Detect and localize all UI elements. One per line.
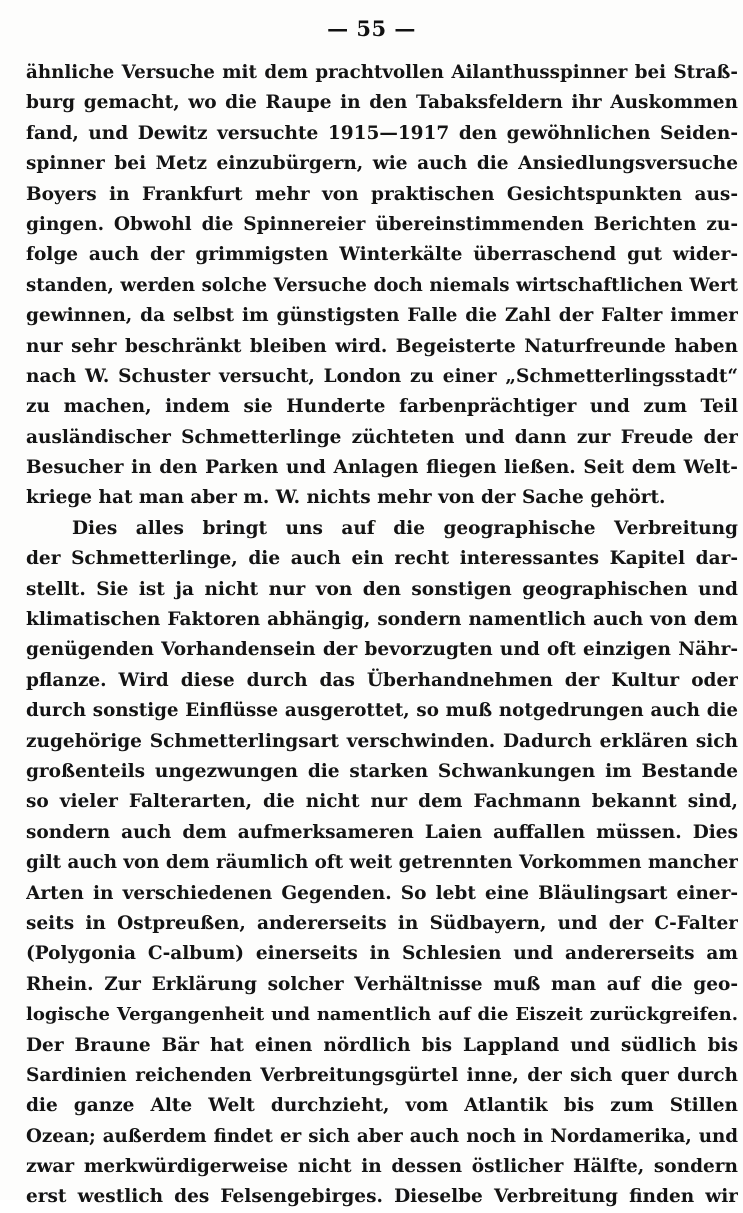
page-number: — 55 —: [327, 16, 416, 41]
text-line: Rhein. Zur Erklärung solcher Verhältnisse muß man auf die geo-: [26, 973, 738, 995]
text-line: durch sonstige Einflüsse ausgerottet, so muß notgedrungen auch die: [26, 700, 738, 722]
text-line: ausländischer Schmetterlinge züchteten und dann zur Freude der: [26, 426, 738, 448]
text-line: nur sehr beschränkt bleiben wird. Begeisterte Naturfreunde haben: [26, 335, 738, 357]
text-line: Der Braune Bär hat einen nördlich bis Lappland und südlich bis: [26, 1034, 738, 1056]
text-line: logische Vergangenheit und namentlich auf die Eiszeit zurückgreifen.: [26, 1004, 738, 1026]
text-line: seits in Ostpreußen, andererseits in Südbayern, und der C-Falter: [26, 912, 738, 934]
text-line: standen, werden solche Versuche doch niemals wirtschaftlichen Wert: [26, 274, 738, 296]
text-line: gewinnen, da selbst im günstigsten Falle die Zahl der Falter immer: [26, 305, 738, 327]
text-line: zugehörige Schmetterlingsart verschwinden. Dadurch erklären sich: [26, 730, 738, 752]
text-line: genügenden Vorhandensein der bevorzugten und oft einzigen Nähr-: [26, 639, 738, 661]
text-line: gilt auch von dem räumlich oft weit getrennten Vorkommen mancher: [26, 852, 738, 874]
text-line: der Schmetterlinge, die auch ein recht interessantes Kapitel dar-: [26, 548, 738, 570]
text-line: erst westlich des Felsengebirges. Dieselbe Verbreitung finden wir: [26, 1186, 738, 1208]
text-line: Arten in verschiedenen Gegenden. So lebt eine Bläulingsart einer-: [26, 882, 738, 904]
text-line: zu machen, indem sie Hunderte farbenprächtiger und zum Teil: [26, 396, 738, 418]
text-line: gingen. Obwohl die Spinnereier übereinstimmenden Berichten zu-: [26, 213, 738, 235]
paragraph: [26, 58, 738, 514]
text-line: burg gemacht, wo die Raupe in den Tabaksfeldern ihr Auskommen: [26, 92, 738, 114]
text-line: folge auch der grimmigsten Winterkälte überraschend gut wider-: [26, 244, 738, 266]
text-line: zwar merkwürdigerweise nicht in dessen östlicher Hälfte, sondern: [26, 1156, 738, 1178]
text-line: (Polygonia C-album) einerseits in Schlesien und andererseits am: [26, 943, 738, 965]
text-line: Dies alles bringt uns auf die geographische Verbreitung: [72, 517, 738, 539]
text-line: nach W. Schuster versucht, London zu einer „Schmetterlingsstadt“: [26, 365, 738, 387]
paragraph: [26, 514, 738, 1213]
body-text: [26, 58, 738, 1213]
text-line: stellt. Sie ist ja nicht nur von den sonstigen geographischen und: [26, 578, 738, 600]
text-line: fand, und Dewitz versuchte 1915—1917 den gewöhnlichen Seiden-: [26, 122, 738, 144]
text-line: Besucher in den Parken und Anlagen fliegen ließen. Seit dem Welt-: [26, 457, 738, 479]
text-line: ähnliche Versuche mit dem prachtvollen Ailanthusspinner bei Straß-: [26, 62, 738, 83]
text-line: kriege hat man aber m. W. nichts mehr von der Sache gehört.: [26, 487, 666, 509]
text-line: Boyers in Frankfurt mehr von praktischen Gesichtspunkten aus-: [26, 183, 738, 205]
text-line: sondern auch dem aufmerksameren Laien auffallen müssen. Dies: [26, 821, 738, 843]
text-line: die ganze Alte Welt durchzieht, vom Atlantik bis zum Stillen: [26, 1095, 738, 1117]
text-line: spinner bei Metz einzubürgern, wie auch die Ansiedlungsversuche: [26, 153, 738, 175]
text-line: klimatischen Faktoren abhängig, sondern namentlich auch von dem: [26, 609, 738, 631]
text-line: großenteils ungezwungen die starken Schwankungen im Bestande: [26, 760, 738, 782]
text-line: so vieler Falterarten, die nicht nur dem Fachmann bekannt sind,: [26, 791, 738, 813]
text-line: Ozean; außerdem findet er sich aber auch noch in Nordamerika, und: [26, 1125, 738, 1147]
text-line: pflanze. Wird diese durch das Überhandnehmen der Kultur oder: [26, 669, 738, 691]
text-line: Sardinien reichenden Verbreitungsgürtel inne, der sich quer durch: [26, 1064, 738, 1086]
